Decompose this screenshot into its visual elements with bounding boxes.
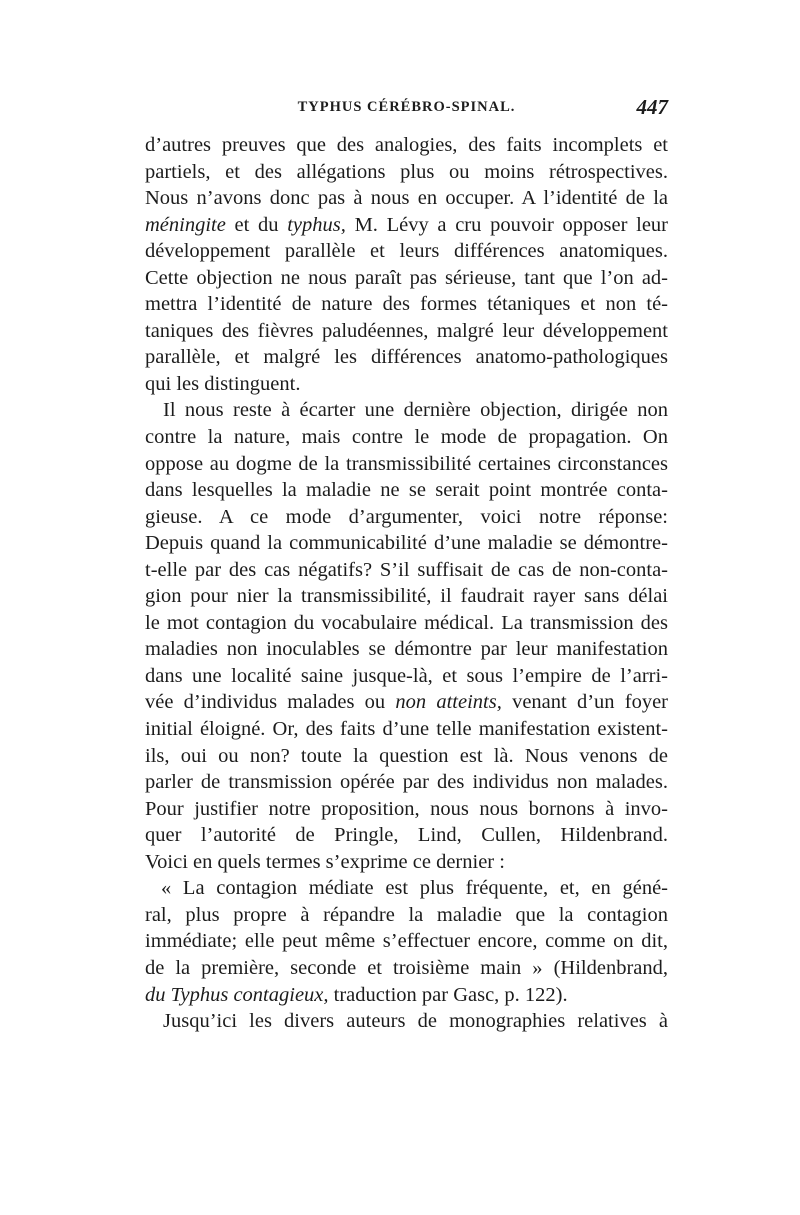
text-line: d’autres preuves que des analogies, des faits incomplets et <box>145 134 668 156</box>
text-line: ils, oui ou non? toute la question est là. Nous venons de <box>145 744 668 767</box>
text-line: contre la nature, mais contre le mode de propagation. On <box>145 426 668 449</box>
text-line: gieuse. A ce mode d’argumenter, voici notre réponse: <box>145 505 668 528</box>
running-title: TYPHUS CÉRÉBRO-SPINAL. <box>297 99 516 115</box>
text-fragment: M. Lévy a cru pouvoir opposer leur <box>345 213 669 236</box>
italic-term: non atteints, <box>395 691 502 714</box>
text-line: Pour justifier notre proposition, nous nous bornons à invo- <box>145 797 668 820</box>
text-fragment: vée d’individus malades ou <box>145 691 396 714</box>
text-line: partiels, et des allégations plus ou moins rétrospectives. <box>145 160 668 183</box>
text-line: gion pour nier la transmissibilité, il faudrait rayer sans délai <box>145 585 668 608</box>
text-fragment: venant d’un foyer <box>501 691 668 714</box>
text-line: dans lesquelles la maladie ne se serait point montrée conta- <box>145 479 668 502</box>
text-line: taniques des fièvres paludéennes, malgré leur développement <box>145 319 668 342</box>
text-line: développement parallèle et leurs différences anatomiques. <box>145 240 668 263</box>
running-head <box>145 95 668 119</box>
text-line: immédiate; elle peut même s’effectuer encore, comme on dit, <box>145 930 668 953</box>
text-line: quer l’autorité de Pringle, Lind, Cullen, Hildenbrand. <box>145 824 668 847</box>
text-line: mettra l’identité de nature des formes tétaniques et non té- <box>145 293 668 316</box>
text-line: oppose au dogme de la transmissibilité certaines circonstances <box>145 452 668 475</box>
text-line: parallèle, et malgré les différences anatomo-pathologiques <box>145 346 668 369</box>
paragraph-start-line: Jusqu’ici les divers auteurs de monographies relatives à <box>163 1010 668 1033</box>
text-line: Nous n’avons donc pas à nous en occuper. A l’identité de la <box>145 187 668 210</box>
text-fragment: traduction par Gasc, p. 122). <box>328 983 568 1006</box>
text-line: de la première, seconde et troisième main » (Hildenbrand, <box>145 956 668 979</box>
body-text <box>145 132 668 1035</box>
text-line: Voici en quels termes s’exprime ce dernier : <box>145 850 505 873</box>
text-line: le mot contagion du vocabulaire médical. La transmission des <box>145 611 668 634</box>
text-line: initial éloigné. Or, des faits d’une telle manifestation existent- <box>145 718 668 741</box>
italic-term: méningite <box>145 213 226 236</box>
italic-citation: du Typhus contagieux, <box>145 983 329 1006</box>
text-fragment: et du <box>225 213 288 236</box>
text-line <box>145 212 668 239</box>
page-number: 447 <box>636 95 668 119</box>
quote-start-line: « La contagion médiate est plus fréquente, et, en géné- <box>161 877 668 900</box>
text-line: parler de transmission opérée par des individus non malades. <box>145 771 668 794</box>
text-line <box>145 689 668 716</box>
text-line: maladies non inoculables se démontre par leur manifestation <box>145 638 668 661</box>
text-line <box>145 982 668 1009</box>
text-line: qui les distinguent. <box>145 372 301 395</box>
text-line: Cette objection ne nous paraît pas sérieuse, tant que l’on ad- <box>145 266 668 289</box>
text-line: t-elle par des cas négatifs? S’il suffisait de cas de non-conta- <box>145 558 668 581</box>
italic-term: typhus, <box>287 213 346 236</box>
text-line: dans une localité saine jusque-là, et sous l’empire de l’arri- <box>145 664 668 687</box>
text-line: Depuis quand la communicabilité d’une maladie se démontre- <box>145 532 668 555</box>
text-line: ral, plus propre à répandre la maladie que la contagion <box>145 903 668 926</box>
paragraph-start-line: Il nous reste à écarter une dernière objection, dirigée non <box>163 399 668 422</box>
